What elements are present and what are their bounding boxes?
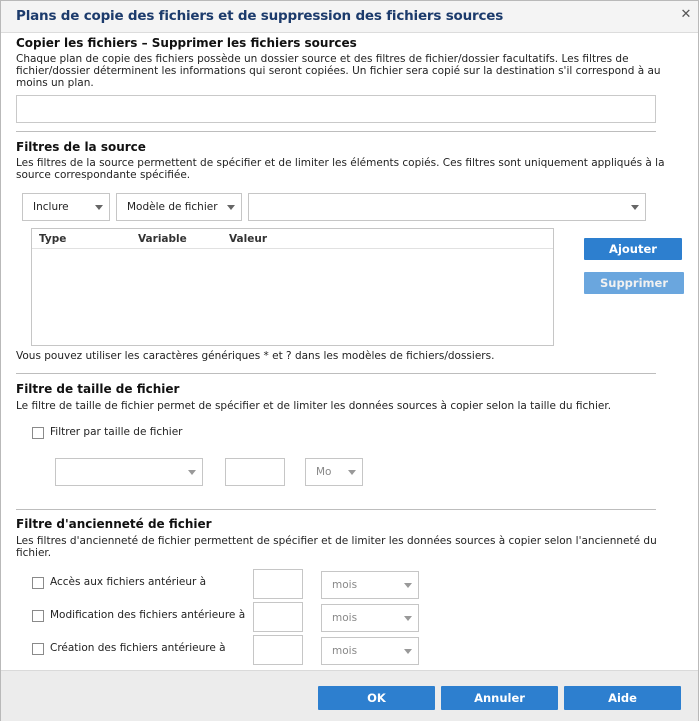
dialog-footer xyxy=(1,670,698,721)
created-age-checkbox[interactable] xyxy=(32,643,44,655)
chevron-down-icon xyxy=(188,470,196,475)
chevron-down-icon xyxy=(631,205,639,210)
modified-age-label: Modification des fichiers antérieure à xyxy=(50,609,246,621)
pattern-value-combobox[interactable] xyxy=(248,193,646,221)
source-filters-desc-line-2: source correspondante spécifiée. xyxy=(16,169,191,181)
size-filter-desc: Le filtre de taille de fichier permet de spécifier et de limiter les données sources à copier selon la taille du fichier. xyxy=(16,400,612,412)
size-value-input[interactable] xyxy=(225,458,285,486)
created-age-label: Création des fichiers antérieure à xyxy=(50,642,226,654)
include-select-value: Inclure xyxy=(33,201,69,213)
remove-filter-button[interactable]: Supprimer xyxy=(584,272,684,294)
ok-button[interactable]: OK xyxy=(318,686,435,710)
cancel-button[interactable]: Annuler xyxy=(441,686,558,710)
chevron-down-icon xyxy=(404,616,412,621)
source-path-input[interactable] xyxy=(16,95,656,123)
chevron-down-icon xyxy=(95,205,103,210)
divider xyxy=(16,509,656,510)
grid-header-value[interactable]: Valeur xyxy=(229,233,268,245)
age-filter-desc-line-1: Les filtres d'ancienneté de fichier permettent de spécifier et de limiter les données sources à copier selon l'ancienneté du xyxy=(16,535,657,547)
include-select[interactable] xyxy=(22,193,110,221)
age-filter-desc-line-2: fichier. xyxy=(16,547,52,559)
chevron-down-icon xyxy=(404,649,412,654)
chevron-down-icon xyxy=(404,583,412,588)
access-age-checkbox[interactable] xyxy=(32,577,44,589)
dialog-title: Plans de copie des fichiers et de suppression des fichiers sources xyxy=(16,8,504,24)
access-age-unit-select[interactable] xyxy=(321,571,419,599)
source-filters-title: Filtres de la source xyxy=(16,140,146,154)
pattern-type-select-value: Modèle de fichier xyxy=(127,201,218,213)
add-filter-button[interactable]: Ajouter xyxy=(584,238,682,260)
created-age-unit-select[interactable] xyxy=(321,637,419,665)
created-age-input[interactable] xyxy=(253,635,303,665)
divider xyxy=(16,131,656,132)
access-age-input[interactable] xyxy=(253,569,303,599)
grid-header xyxy=(32,229,553,249)
copy-section-desc-line-1: Chaque plan de copie des fichiers possède un dossier source et des filtres de fichier/dossier facultatifs. Les filtres de xyxy=(16,53,629,65)
close-icon[interactable]: ✕ xyxy=(680,7,692,22)
copy-section-desc-line-3: moins un plan. xyxy=(16,77,94,89)
modified-age-checkbox[interactable] xyxy=(32,610,44,622)
created-age-unit-value: mois xyxy=(332,645,358,657)
size-filter-checkbox[interactable] xyxy=(32,427,44,439)
divider xyxy=(16,373,656,374)
copy-section-title: Copier les fichiers – Supprimer les fichiers sources xyxy=(16,36,357,50)
chevron-down-icon xyxy=(227,205,235,210)
age-filter-title: Filtre d'ancienneté de fichier xyxy=(16,517,212,531)
chevron-down-icon xyxy=(348,470,356,475)
source-filters-desc-line-1: Les filtres de la source permettent de spécifier et de limiter les éléments copiés. Ces filtres sont uniquement appliqués à la xyxy=(16,157,665,169)
size-filter-title: Filtre de taille de fichier xyxy=(16,382,180,396)
size-filter-checkbox-label: Filtrer par taille de fichier xyxy=(50,426,183,438)
access-age-unit-value: mois xyxy=(332,579,358,591)
title-bar xyxy=(1,1,698,33)
modified-age-unit-select[interactable] xyxy=(321,604,419,632)
wildcard-note: Vous pouvez utiliser les caractères génériques * et ? dans les modèles de fichiers/dossiers. xyxy=(16,350,495,362)
grid-header-variable[interactable]: Variable xyxy=(138,233,187,245)
size-unit-select[interactable] xyxy=(305,458,363,486)
pattern-type-select[interactable] xyxy=(116,193,242,221)
modified-age-unit-value: mois xyxy=(332,612,358,624)
modified-age-input[interactable] xyxy=(253,602,303,632)
filters-grid[interactable] xyxy=(31,228,554,346)
size-unit-value: Mo xyxy=(316,466,332,478)
help-button[interactable]: Aide xyxy=(564,686,681,710)
copy-section-desc-line-2: fichier/dossier déterminent les informations qui seront copiées. Un fichier sera copié sur la destination s'il correspond à au xyxy=(16,65,661,77)
grid-header-type[interactable]: Type xyxy=(39,233,67,245)
access-age-label: Accès aux fichiers antérieur à xyxy=(50,576,207,588)
size-comparison-select[interactable] xyxy=(55,458,203,486)
